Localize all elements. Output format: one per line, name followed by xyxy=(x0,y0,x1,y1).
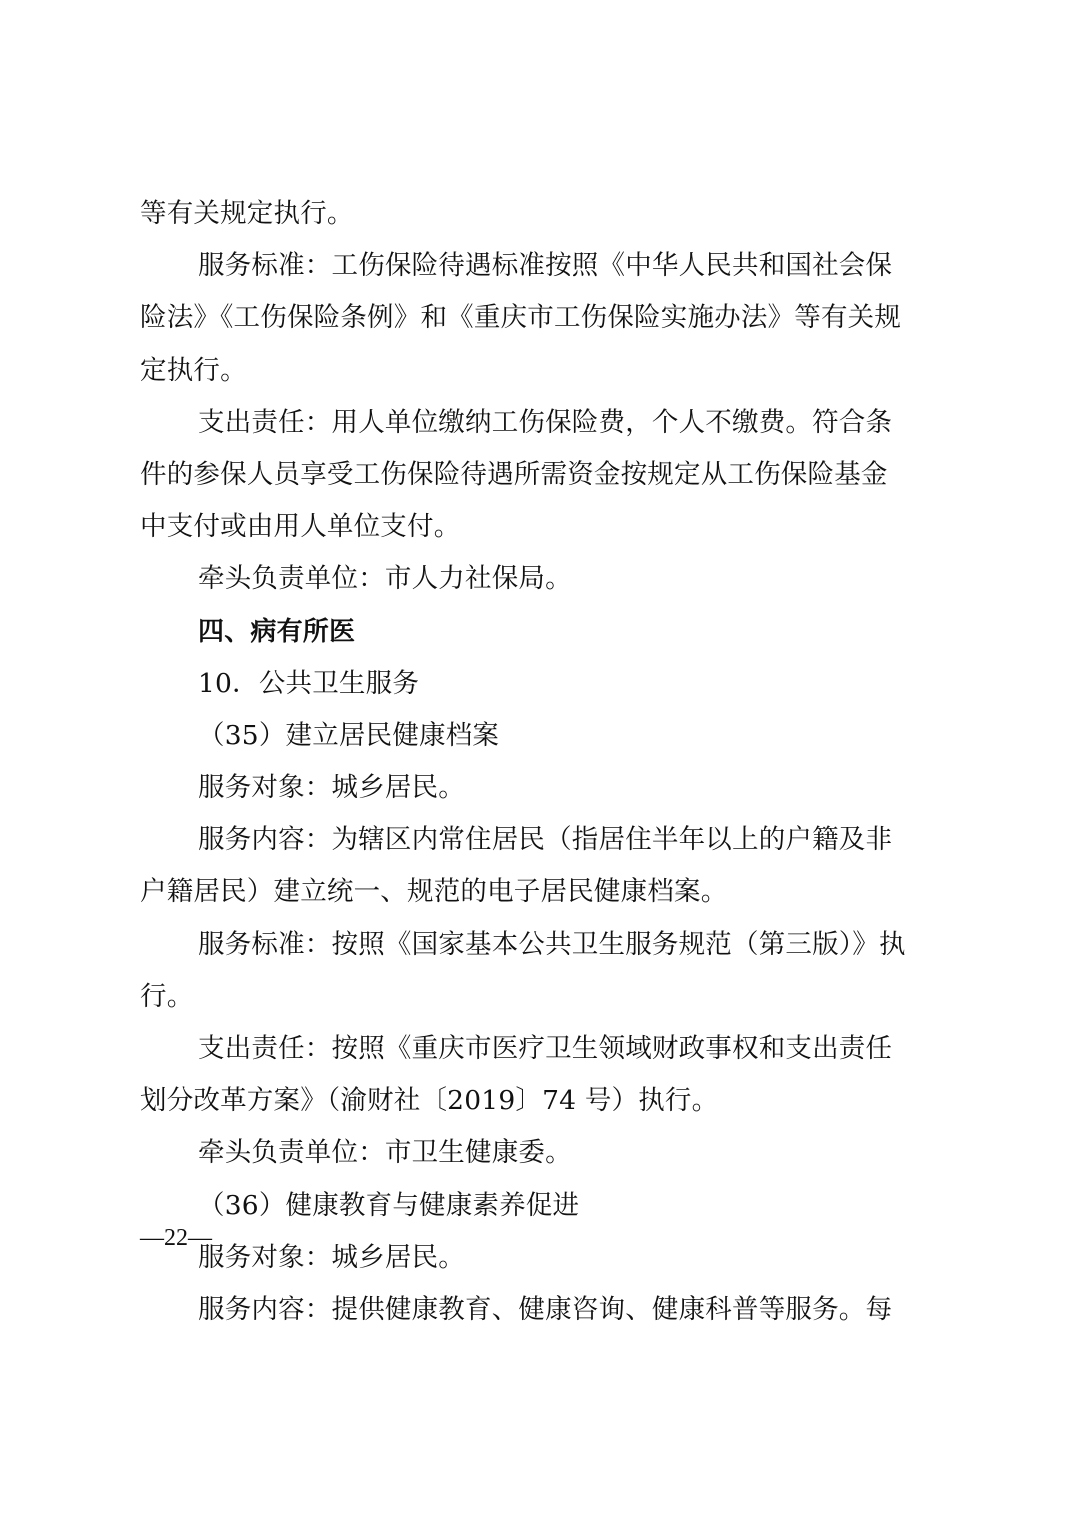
item-heading: （35）建立居民健康档案 xyxy=(198,719,500,751)
paragraph-line: 等有关规定执行。 xyxy=(140,198,354,229)
paragraph-line: 支出责任：按照《重庆市医疗卫生领域财政事权和支出责任 xyxy=(198,1033,893,1064)
subsection-heading: 10．公共卫生服务 xyxy=(198,667,420,699)
paragraph-line: 牵头负责单位：市卫生健康委。 xyxy=(198,1137,572,1169)
paragraph-line: 服务内容：提供健康教育、健康咨询、健康科普等服务。每 xyxy=(198,1293,893,1325)
paragraph-line: 服务标准：按照《国家基本公共卫生服务规范（第三版）》执 xyxy=(198,928,906,960)
paragraph-line: 服务标准：工伤保险待遇标准按照《中华人民共和国社会保 xyxy=(198,250,893,282)
document-body xyxy=(140,188,940,1336)
paragraph-line: 支出责任：用人单位缴纳工伤保险费，个人不缴费。符合条 xyxy=(198,406,893,438)
paragraph-line: 服务对象：城乡居民。 xyxy=(198,1241,465,1273)
paragraph-line: 户籍居民）建立统一、规范的电子居民健康档案。 xyxy=(140,876,728,908)
paragraph-line: 服务对象：城乡居民。 xyxy=(198,772,465,804)
paragraph-line: 牵头负责单位：市人力社保局。 xyxy=(198,563,572,595)
paragraph-line: 定执行。 xyxy=(140,354,247,386)
section-heading: 四、病有所医 xyxy=(198,616,356,647)
paragraph-line: 行。 xyxy=(140,980,194,1012)
page-number: —22— xyxy=(140,1225,212,1251)
paragraph-line: 件的参保人员享受工伤保险待遇所需资金按规定从工伤保险基金 xyxy=(140,458,888,490)
paragraph-line: 服务内容：为辖区内常住居民（指居住半年以上的户籍及非 xyxy=(198,824,893,856)
paragraph-line: 中支付或由用人单位支付。 xyxy=(140,511,461,543)
paragraph-line: 险法》《工伤保险条例》和《重庆市工伤保险实施办法》等有关规 xyxy=(140,302,902,334)
paragraph-line: 划分改革方案》（渝财社〔2019〕74 号）执行。 xyxy=(140,1085,719,1117)
item-heading: （36）健康教育与健康素养促进 xyxy=(198,1189,580,1221)
